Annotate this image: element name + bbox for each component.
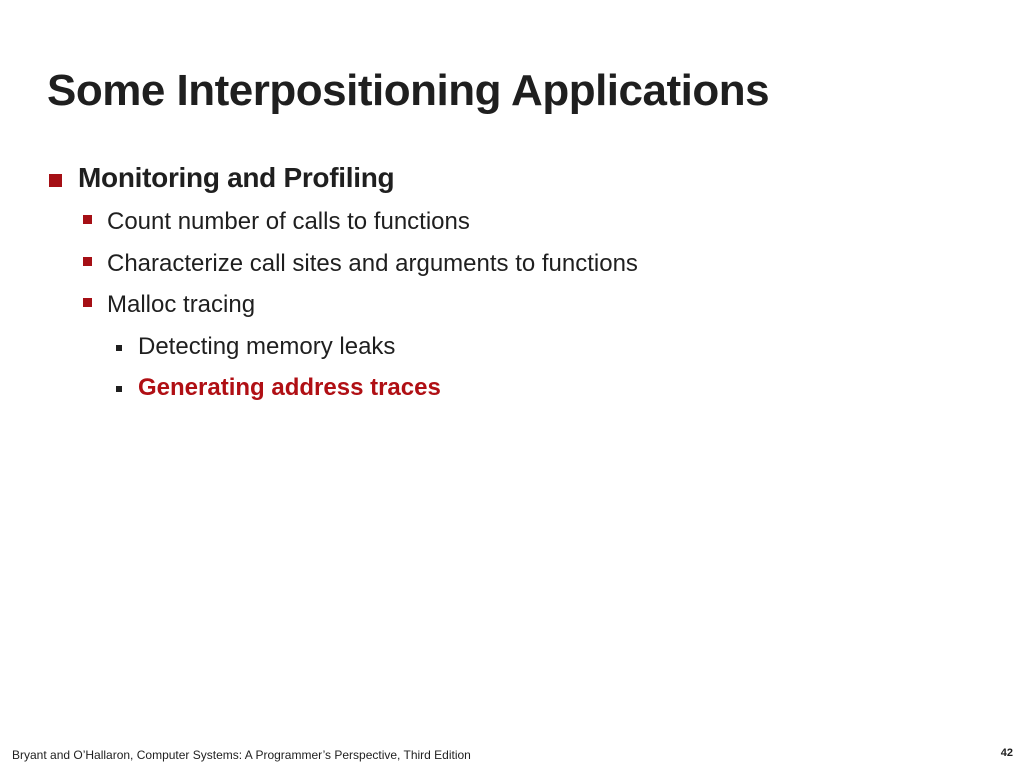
small-square-bullet-icon (116, 345, 122, 351)
bullet-generating-address-traces (116, 373, 441, 403)
bullet-text-highlighted: Generating address traces (138, 374, 441, 401)
bullet-count-calls (83, 207, 470, 237)
bullet-text: Characterize call sites and arguments to functions (107, 250, 638, 277)
bullet-text: Detecting memory leaks (138, 333, 396, 360)
square-bullet-icon (49, 174, 62, 187)
square-bullet-icon (83, 215, 92, 224)
bullet-characterize-call-sites (83, 249, 638, 279)
square-bullet-icon (83, 298, 92, 307)
bullet-text: Count number of calls to functions (107, 208, 470, 235)
footer-citation: Bryant and O’Hallaron, Computer Systems: A Programmer’s Perspective, Third Edition (12, 748, 471, 762)
bullet-monitoring-profiling (49, 160, 394, 196)
bullet-detecting-memory-leaks (116, 332, 395, 362)
bullet-text: Monitoring and Profiling (78, 162, 395, 193)
slide-title: Some Interpositioning Applications (47, 66, 770, 115)
bullet-malloc-tracing (83, 290, 255, 320)
small-square-bullet-icon (116, 386, 122, 392)
square-bullet-icon (83, 257, 92, 266)
bullet-text: Malloc tracing (107, 291, 256, 318)
page-number: 42 (1000, 747, 1013, 759)
